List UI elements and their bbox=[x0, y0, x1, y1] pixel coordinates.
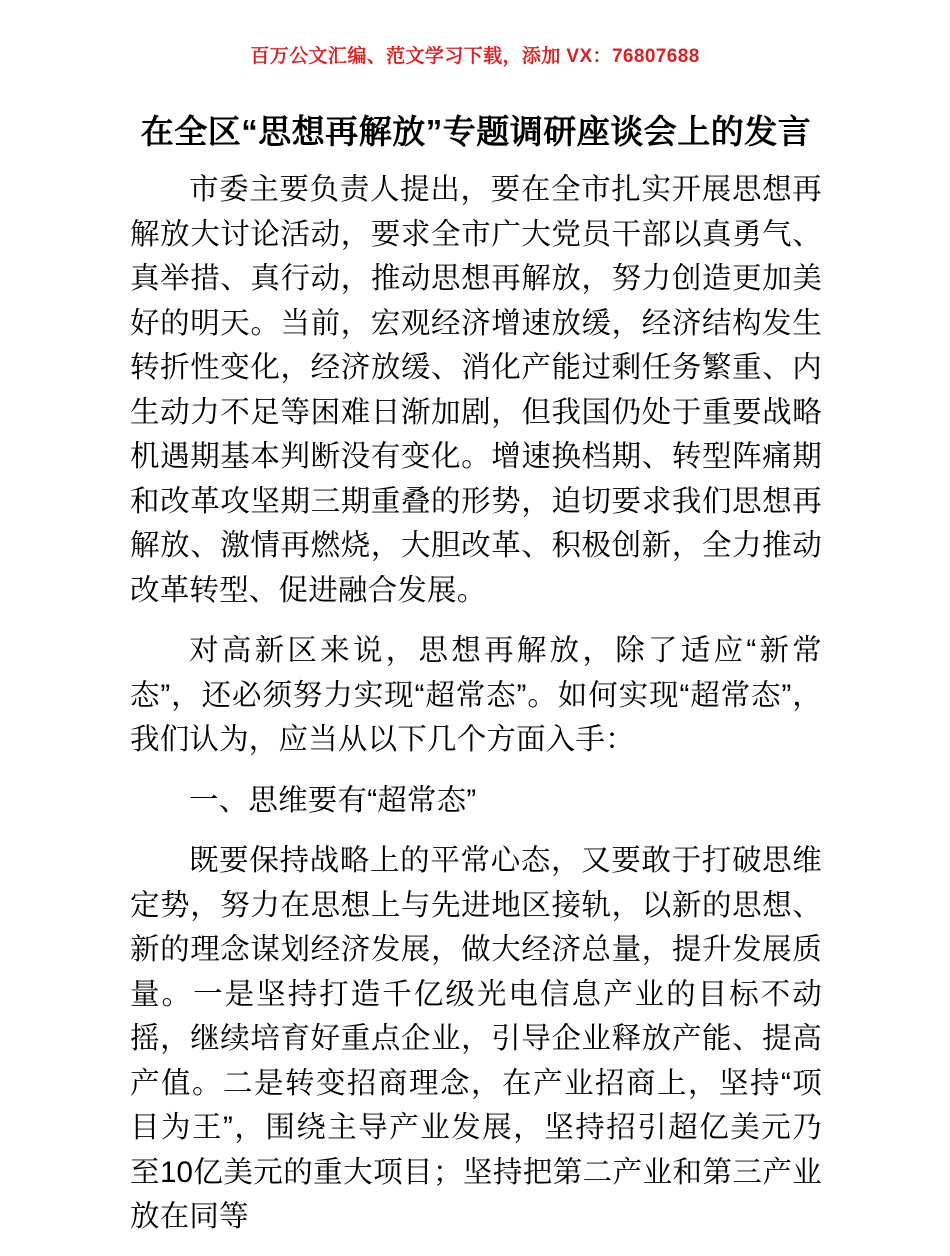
promo-header-text: 百万公文汇编、范文学习下载，添加 VX：76807688 bbox=[250, 46, 700, 67]
document-body bbox=[130, 108, 822, 1256]
section-heading: 一、思维要有“超常态” bbox=[189, 783, 477, 817]
body-paragraph: 既要保持战略上的平常心态，又要敢于打破思维定势，努力在思想上与先进地区接轨，以新的思想、新的理念谋划经济发展，做大经济总量，提升发展质量。一是坚持打造千亿级光电信息产业的目标不动摇，继续培育好重点企业，引导企业释放产能、提高产值。二是转变招商理念，在产业招商上，坚持“项目为王”，围绕主导产业发展，坚持招引超亿美元乃至10亿美元的重大项目；坚持把第二产业和第三产业放在同等 bbox=[130, 844, 822, 1233]
body-paragraph: 市委主要负责人提出，要在全市扎实开展思想再解放大讨论活动，要求全市广大党员干部以真勇气、真举措、真行动，推动思想再解放，努力创造更加美好的明天。当前，宏观经济增速放缓，经济结构发生转折性变化，经济放缓、消化产能过剩任务繁重、内生动力不足等困难日渐加剧，但我国仍处于重要战略机遇期基本判断没有变化。增速换档期、转型阵痛期和改革攻坚期三期重叠的形势，迫切要求我们思想再解放、激情再燃烧，大胆改革、积极创新，全力推动改革转型、促进融合发展。 bbox=[130, 173, 822, 607]
body-paragraph: 对高新区来说，思想再解放，除了适应“新常态”，还必须努力实现“超常态”。如何实现“超常态”，我们认为，应当从以下几个方面入手： bbox=[130, 634, 822, 756]
document-title: 在全区“思想再解放”专题调研座谈会上的发言 bbox=[140, 113, 812, 150]
